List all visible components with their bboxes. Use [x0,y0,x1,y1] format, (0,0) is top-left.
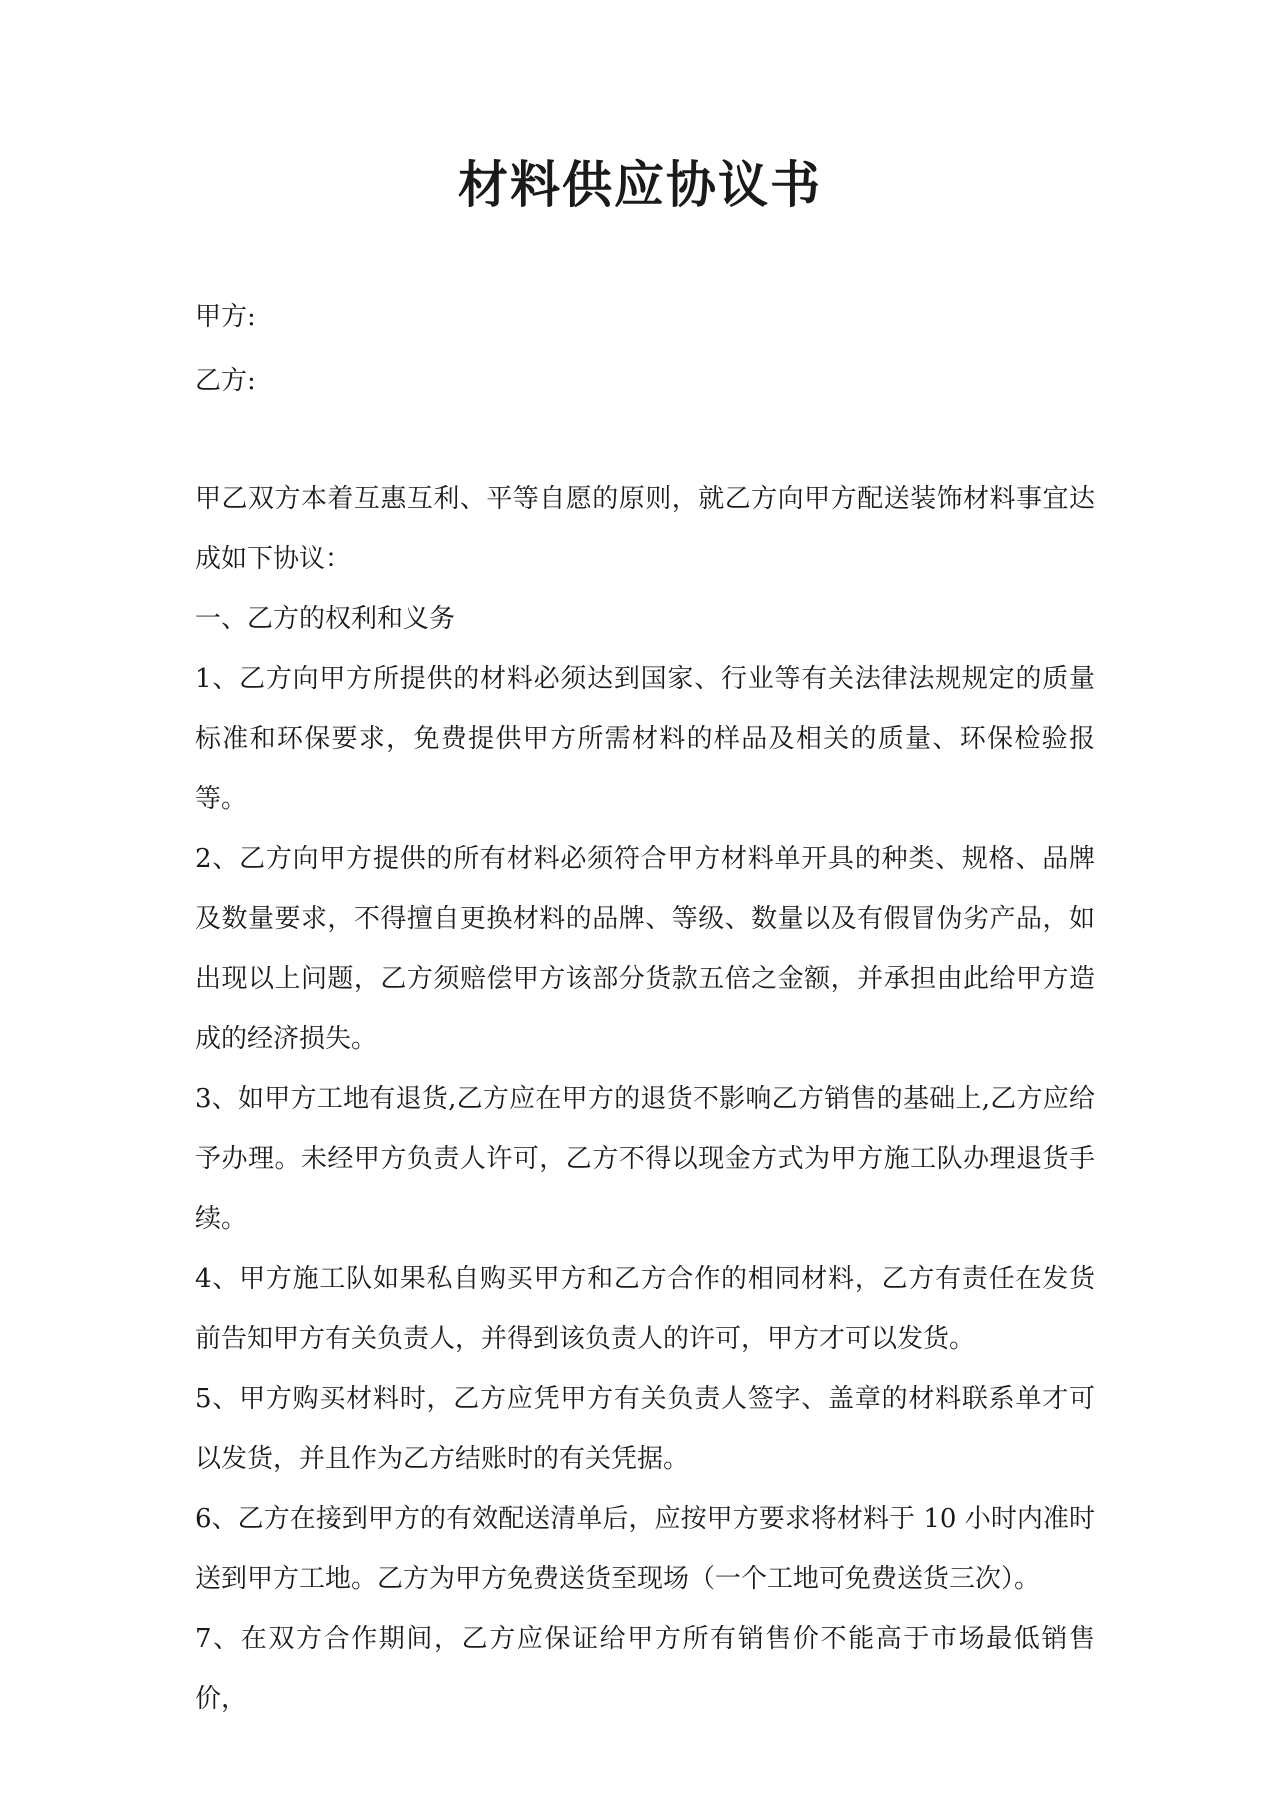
intro-paragraph: 甲乙双方本着互惠互利、平等自愿的原则，就乙方向甲方配送装饰材料事宜达成如下协议： [195,484,1095,574]
agreement-body [195,469,1095,1729]
party-a-label: 甲方: [195,302,256,332]
clause-6: 6、乙方在接到甲方的有效配送清单后，应按甲方要求将材料于 10 小时内准时送到甲方工地。乙方为甲方免费送货至现场（一个工地可免费送货三次）。 [195,1504,1095,1594]
document-title: 材料供应协议书 [458,155,822,214]
clause-3: 3、如甲方工地有退货,乙方应在甲方的退货不影响乙方销售的基础上,乙方应给予办理。未经甲方负责人许可，乙方不得以现金方式为甲方施工队办理退货手续。 [195,1084,1095,1234]
section-heading: 一、乙方的权利和义务 [195,604,456,634]
clause-5: 5、甲方购买材料时，乙方应凭甲方有关负责人签字、盖章的材料联系单才可以发货，并且作为乙方结账时的有关凭据。 [195,1384,1095,1474]
party-b-label: 乙方: [195,366,256,396]
clause-1: 1、乙方向甲方所提供的材料必须达到国家、行业等有关法律法规规定的质量标准和环保要求，免费提供甲方所需材料的样品及相关的质量、环保检验报等。 [195,664,1095,814]
clause-2: 2、乙方向甲方提供的所有材料必须符合甲方材料单开具的种类、规格、品牌及数量要求，不得擅自更换材料的品牌、等级、数量以及有假冒伪劣产品，如出现以上问题，乙方须赔偿甲方该部分货款五倍之金额，并承担由此给甲方造成的经济损失。 [195,844,1095,1054]
parties-block [195,285,1095,413]
clause-4: 4、甲方施工队如果私自购买甲方和乙方合作的相同材料，乙方有责任在发货前告知甲方有关负责人，并得到该负责人的许可，甲方才可以发货。 [195,1264,1095,1354]
clause-7: 7、在双方合作期间，乙方应保证给甲方所有销售价不能高于市场最低销售价， [195,1624,1095,1714]
